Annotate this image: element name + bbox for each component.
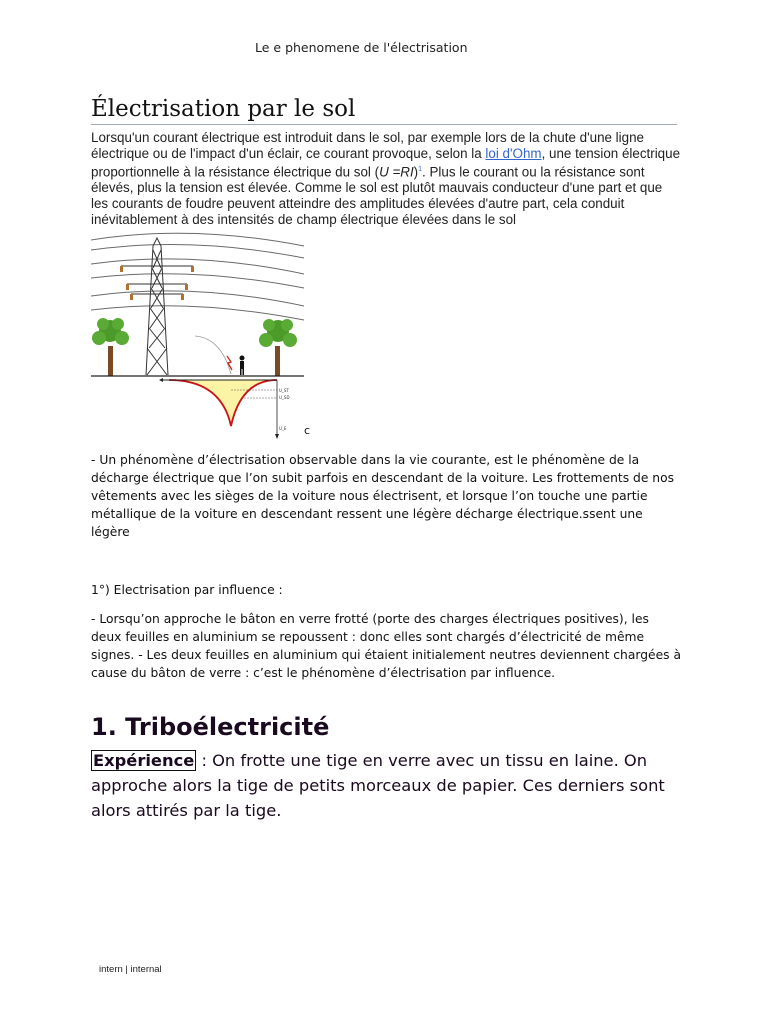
person-icon	[240, 356, 245, 376]
power-lines-icon	[91, 233, 304, 320]
label-ue: U_E	[279, 426, 287, 431]
triboelectricity-heading: 1. Triboélectricité	[91, 713, 330, 741]
paragraph-influence: - Lorsqu’on approche le bâton en verre frotté (porte des charges électriques positives), les deux feuilles en aluminium se repoussent : donc elles sont chargés d’électricité de même signes. - Les deux feuilles en aluminium qui étaient initialement neutres deviennent chargées à cause du bâton de verre : c’est le phénomène d’électrisation par influence.	[91, 612, 682, 680]
tree-left-icon	[92, 318, 129, 376]
section-title: Électrisation par le sol	[91, 96, 677, 125]
axis-down-arrow-icon	[275, 434, 279, 439]
voltage-area	[169, 380, 277, 426]
insulators-icon	[120, 266, 194, 300]
experience-paragraph	[91, 748, 691, 823]
intro-formula: U =RI	[379, 164, 414, 180]
intro-text-3: )	[413, 164, 419, 180]
influence-title: 1°) Electrisation par influence :	[91, 583, 283, 597]
footer-classification: intern | internal	[99, 964, 162, 975]
reference-marker[interactable]: 1	[418, 166, 423, 173]
axis-arrow-icon	[159, 378, 163, 382]
arc-line-icon	[195, 336, 231, 374]
paragraph-voiture: - Un phénomène d’électrisation observable dans la vie courante, est le phénomène de la décharge électrique que l’on subit parfois en descendant de la voiture. Les frottements de nos vêtements avec les sièges de la voiture nous électrisent, et lorsque l’on touche une partie métallique de la voiture en descendant ressent une légère décharge électrique.ssent une légère	[91, 453, 675, 539]
experience-label: Expérience	[93, 751, 195, 770]
intro-text-2: , une tension électrique proportionnelle à la résistance électrique du sol (	[91, 146, 681, 180]
intro-paragraph	[91, 130, 681, 228]
ohm-law-link[interactable]: loi d'Ohm	[485, 146, 542, 161]
label-ust: U_ST	[279, 388, 289, 393]
ground-voltage-diagram	[91, 228, 306, 440]
label-usd: U_SD	[279, 395, 290, 400]
experience-text: : On frotte une tige en verre avec un tissu en laine. On approche alors la tige de petits morceaux de papier. Ces derniers sont alors attirés par la tige.	[91, 751, 665, 820]
intro-text-4: . Plus le courant ou la résistance sont élevés, plus la tension est élevée. Comme le sol est plutôt mauvais conducteur d'une part et que les courants de foudre peuvent atteindre des amplitudes élevées d'autre part, cela conduit inévitablement à des intensités de champ électrique élevées dans le sol	[91, 164, 663, 228]
figure-caption: c	[304, 424, 311, 437]
intro-text-1: Lorsqu'un courant électrique est introduit dans le sol, par exemple lors de la chute d'une ligne électrique ou de l'impact d'un éclair, ce courant provoque, selon la	[91, 130, 644, 161]
tree-right-icon	[259, 319, 297, 376]
page-header: Le e phenomene de l'électrisation	[255, 40, 468, 55]
